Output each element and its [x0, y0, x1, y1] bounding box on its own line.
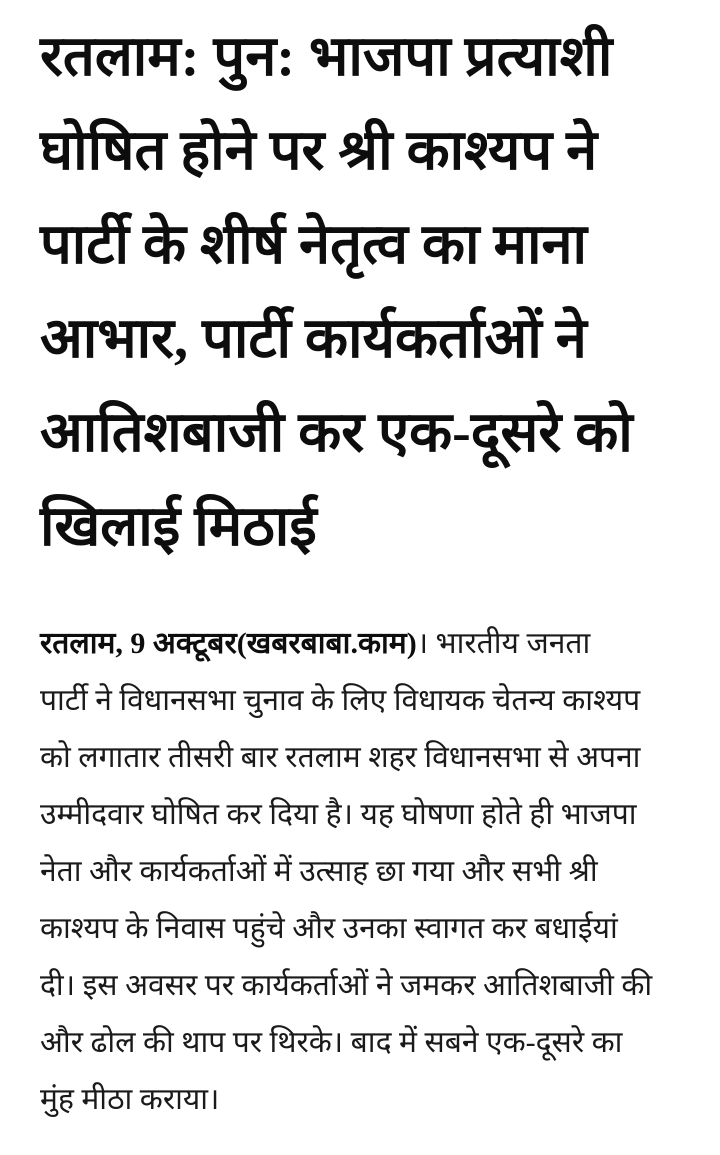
article-headline: रतलाम: पुन: भाजपा प्रत्याशी घोषित होने पर श्री काश्यप ने पार्टी के शीर्ष नेतृत्व का माना आभार, पार्टी कार्यकर्ताओं ने आतिशबाजी कर एक-दूसरे को खिलाई मिठाई: [40, 26, 633, 558]
article-body-text: । भारतीय जनता पार्टी ने विधानसभा चुनाव के लिए विधायक चेतन्य काश्यप को लगातार तीसरी बार रतलाम शहर विधानसभा से अपना उम्मीदवार घोषित कर दिया है। यह घोषणा होते ही भाजपा नेता और कार्यकर्ताओं में उत्साह छा गया और सभी श्री काश्यप के निवास पहुंचे और उनका स्वागत कर बधाईयां दी। इस अवसर पर कार्यकर्ताओं ने जमकर आतिशबाजी की और ढोल की थाप पर थिरके। बाद में सबने एक-दूसरे का मुंह मीठा कराया।: [40, 627, 653, 1116]
article-body: [40, 615, 692, 1128]
article-dateline: रतलाम, 9 अक्टूबर(खबरबाबा.काम): [40, 627, 417, 660]
